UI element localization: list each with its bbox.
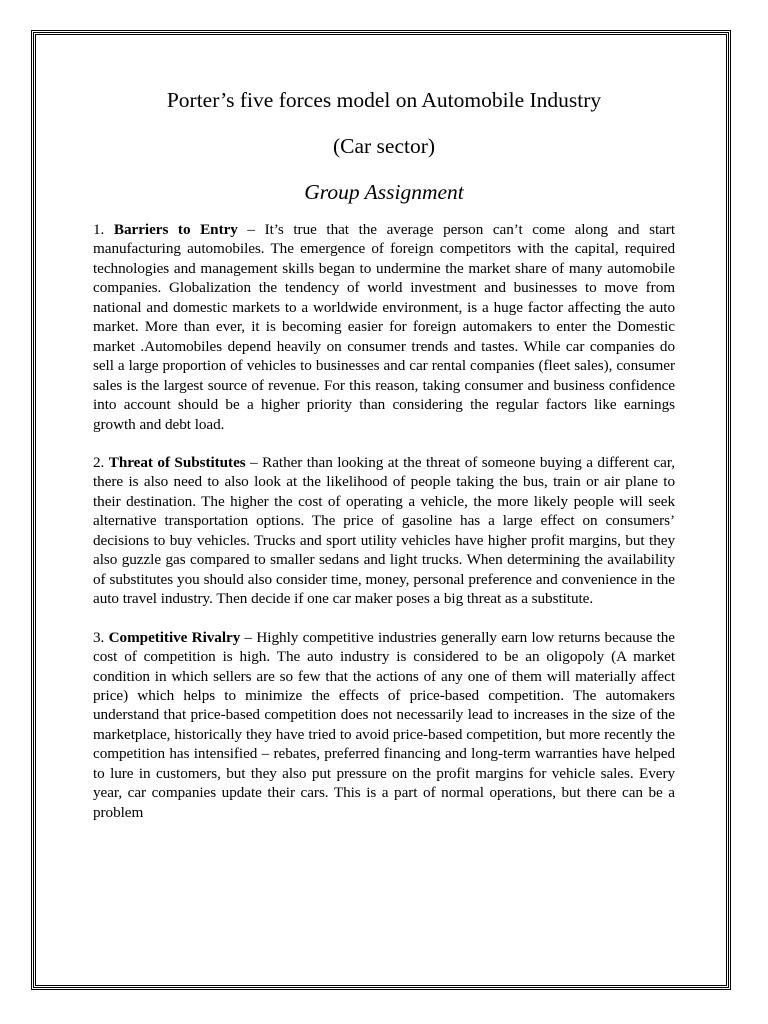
assignment-label: Group Assignment <box>304 180 464 204</box>
section-heading: Competitive Rivalry <box>108 628 241 646</box>
section-number: 2. <box>93 453 109 471</box>
section-heading: Barriers to Entry <box>113 221 238 238</box>
document-title: Porter’s five forces model on Automobile Industry <box>166 88 602 112</box>
section-barriers-to-entry <box>93 220 675 434</box>
section-body: – Rather than looking at the threat of someone buying a different car, there is also need to also look at the likelihood of people taking the bus, train or air plane to their destination. The higher the cost of operating a vehicle, the more likely people will seek alternative transportation options. The price of gasoline has a large effect on consumers’ decisions to buy vehicles. Trucks and sport utility vehicles have higher profit margins, but they also guzzle gas compared to smaller sedans and light trucks. When determining the availability of substitutes you should also consider time, money, personal preference and convenience in the auto travel industry. Then decide if one car maker poses a big threat as a substitute. <box>93 453 675 608</box>
document-subtitle: (Car sector) <box>332 134 436 158</box>
section-heading: Threat of Substitutes <box>108 453 246 471</box>
section-number: 3. <box>93 628 109 646</box>
section-threat-of-substitutes <box>93 453 675 609</box>
section-number: 1. <box>93 221 114 238</box>
document-content <box>93 86 675 822</box>
section-competitive-rivalry <box>93 628 675 823</box>
section-body: – It’s true that the average person can’t come along and start manufacturing automobiles. The emergence of foreign competitors with the capital, required technologies and management skills began to undermine the market share of many automobile companies. Globalization the tendency of world investment and businesses to move from national and domestic markets to a worldwide environment, is a huge factor affecting the auto market. More than ever, it is becoming easier for foreign automakers to enter the Domestic market .Automobiles depend heavily on consumer trends and tastes. While car companies do sell a large proportion of vehicles to businesses and car rental companies (fleet sales), consumer sales is the largest source of revenue. For this reason, taking consumer and business confidence into account should be a higher priority than considering the regular factors like earnings growth and debt load. <box>93 221 675 433</box>
section-body: – Highly competitive industries generally earn low returns because the cost of competition is high. The auto industry is considered to be an oligopoly (A market condition in which sellers are so few that the actions of any one of them will materially affect price) which helps to minimize the effects of price-based competition. The automakers understand that price-based competition does not necessarily lead to increases in the size of the marketplace, historically they have tried to avoid price-based competition, but more recently the competition has intensified – rebates, preferred financing and long-term warranties have helped to lure in customers, but they also put pressure on the profit margins for vehicle sales. Every year, car companies update their cars. This is a part of normal operations, but there can be a problem <box>93 628 675 821</box>
